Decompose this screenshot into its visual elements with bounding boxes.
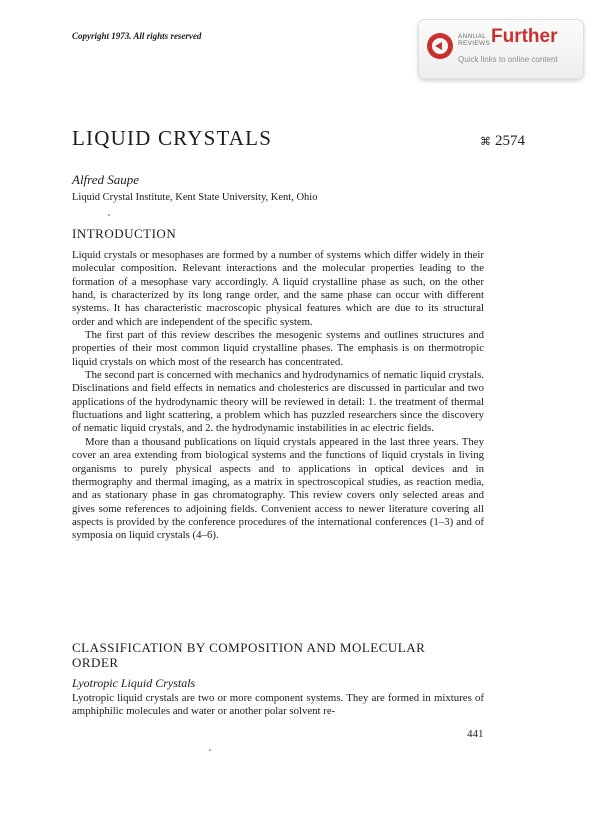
lyotropic-subheading: Lyotropic Liquid Crystals (72, 676, 196, 690)
scan-speck (209, 749, 211, 751)
page-number: 441 (467, 728, 484, 740)
further-label: Further (491, 26, 558, 47)
annual-reviews-label: ANNUAL REVIEWS (458, 33, 491, 47)
intro-paragraph: More than a thousand publications on liquid crystals appeared in the last three years. They cover an area extending from biological systems and the functions of liquid crystals in living organisms to purely physical aspects and to applications in optical devices and in thermography and thermal imaging, as a matrix in spectroscopical studies, as reaction media, and as stationary phase in gas chromatography. This review covers only selected areas and gives some references to adjoining fields. Convenient access to newer literature covering all aspects is provided by the conference procedures of the international conferences (1–3) and of symposia on liquid crystals (4–6). (72, 435, 484, 542)
scan-speck (108, 214, 110, 216)
document-number-value: 2574 (495, 133, 525, 149)
article-title: LIQUID CRYSTALS (72, 126, 273, 150)
further-tagline: Quick links to online content (458, 55, 558, 64)
intro-paragraph: The second part is concerned with mechanics and hydrodynamics of nematic liquid crystals. Disclinations and field effects in nematics and cholesterics are discussed in particular and two applications of the hydrodynamic theory will be reviewed in detail: 1. the treatment of thermal fluctuations and light scattering, a problem which has puzzled researchers since the discovery of nematic liquid crystals, and 2. the hydrodynamic instabilities in ac electric fields. (72, 369, 484, 435)
author-affiliation: Liquid Crystal Institute, Kent State University, Kent, Ohio (72, 192, 318, 203)
lyotropic-paragraph: Lyotropic liquid crystals are two or more component systems. They are formed in mixtures of amphiphilic molecules and water or another polar solvent re- (72, 692, 484, 718)
author-name: Alfred Saupe (72, 172, 140, 187)
introduction-heading: INTRODUCTION (72, 226, 177, 241)
introduction-body (72, 249, 484, 543)
classification-heading: CLASSIFICATION BY COMPOSITION AND MOLECULAR ORDER (72, 640, 426, 670)
intro-paragraph: The first part of this review describes the mesogenic systems and outlines structures and properties of their most common liquid crystalline phases. The emphasis is on thermotropic liquid crystals on which most of the research has concentrated. (72, 329, 484, 368)
document-mark-icon: ⌘ (480, 136, 491, 148)
document-number (480, 133, 525, 150)
intro-paragraph: Liquid crystals or mesophases are formed by a number of systems which differ widely in their molecular composition. Relevant interactions and the molecular properties leading to the formation of a mesophase vary accordingly. A liquid crystalline phase as such, on the other hand, is characterized by its long range order, and the same phase can occur with different systems. It has characteristic macroscopic physical features which are due to its structural order and which are independent of the specific system. (72, 249, 484, 328)
copyright-notice: Copyright 1973. All rights reserved (72, 31, 202, 41)
annual-reviews-logo-icon (427, 33, 453, 59)
annual-reviews-further-badge[interactable] (418, 19, 584, 79)
